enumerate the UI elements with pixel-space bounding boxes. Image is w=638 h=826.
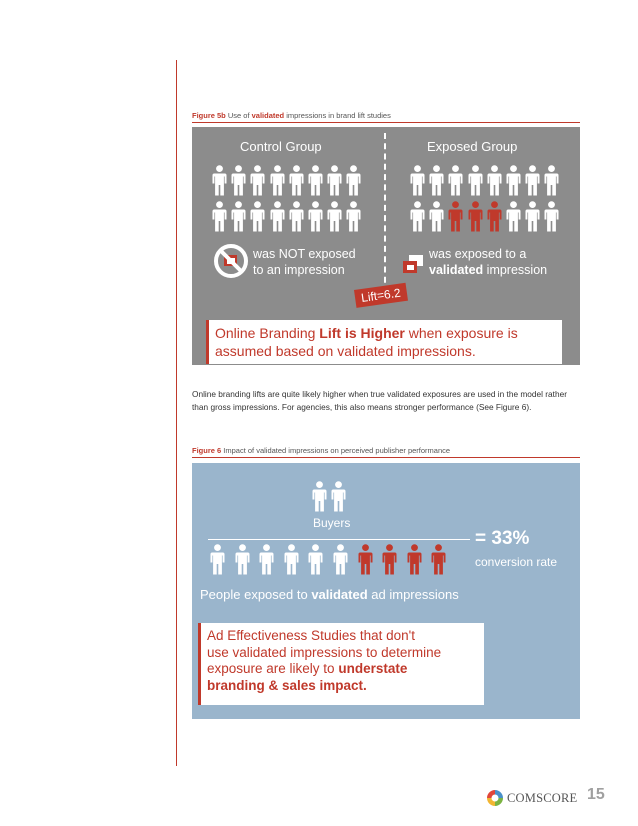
person-icon — [431, 544, 446, 575]
person-icon — [429, 165, 444, 196]
person-icon — [487, 201, 502, 232]
person-icon — [312, 481, 327, 512]
callout-bold: understate — [338, 661, 408, 676]
person-icon — [284, 544, 299, 575]
figure-5b-label: Figure 5b — [192, 111, 226, 120]
control-statement-line: to an impression — [253, 263, 345, 277]
caption-text: impressions in brand lift studies — [284, 111, 391, 120]
person-icon — [525, 201, 540, 232]
person-icon — [506, 165, 521, 196]
person-icon — [358, 544, 373, 575]
person-icon — [468, 165, 483, 196]
person-icon — [448, 201, 463, 232]
exposed-people-grid — [410, 165, 559, 232]
callout-bold: branding & sales impact. — [207, 677, 367, 693]
margin-rule — [176, 60, 177, 766]
comscore-logo-text: COMSCORE — [507, 790, 578, 805]
person-icon — [308, 165, 323, 196]
person-icon — [410, 165, 425, 196]
person-icon — [270, 201, 285, 232]
person-icon — [250, 165, 265, 196]
comscore-logo-icon — [486, 789, 504, 807]
figure-5b-panel — [192, 127, 580, 365]
exposed-statement-line: was exposed to a — [429, 247, 527, 261]
no-impression-icon — [213, 243, 249, 279]
conversion-label: conversion rate — [475, 555, 558, 569]
person-icon — [410, 201, 425, 232]
person-icon — [346, 165, 361, 196]
person-icon — [333, 544, 348, 575]
control-statement — [253, 246, 356, 278]
figure-6-label: Figure 6 — [192, 446, 222, 455]
person-icon — [212, 165, 227, 196]
person-icon — [382, 544, 397, 575]
caption-rule — [192, 457, 580, 458]
figure-6-caption — [192, 446, 450, 455]
people-exposed-text: People exposed to — [200, 587, 312, 602]
figure-6-callout — [198, 623, 484, 705]
callout-text: use validated impressions to determine — [207, 644, 442, 660]
people-exposed-label — [200, 587, 459, 602]
callout-text: Online Branding — [215, 325, 320, 341]
person-icon — [544, 165, 559, 196]
callout-text: assumed based on validated impressions. — [215, 343, 476, 359]
exposed-statement-bold: validated — [429, 263, 484, 277]
person-icon — [525, 165, 540, 196]
lift-tag: Lift=6.2 — [354, 283, 408, 308]
person-icon — [327, 165, 342, 196]
callout-text: Ad Effectiveness Studies that don't — [207, 628, 415, 643]
people-exposed-bold: validated — [311, 587, 368, 602]
caption-text: Impact of validated impressions on perceived publisher performance — [221, 446, 451, 455]
person-icon — [289, 201, 304, 232]
person-icon — [231, 201, 246, 232]
person-icon — [212, 201, 227, 232]
exposed-statement-line: impression — [483, 263, 548, 277]
impression-icon — [402, 254, 424, 274]
person-icon — [289, 165, 304, 196]
person-icon — [487, 165, 502, 196]
person-icon — [448, 165, 463, 196]
comscore-logo — [486, 789, 577, 807]
control-group-title: Control Group — [240, 139, 322, 154]
caption-highlight: validated — [251, 111, 285, 120]
person-icon — [259, 544, 274, 575]
person-icon — [544, 201, 559, 232]
exposed-statement — [429, 246, 547, 278]
buyers-grid — [312, 481, 346, 512]
control-people-grid — [212, 165, 361, 232]
person-icon — [506, 201, 521, 232]
callout-text: when exposure is — [404, 325, 518, 341]
person-icon — [308, 544, 323, 575]
figure-6-panel — [192, 463, 580, 719]
person-icon — [250, 201, 265, 232]
people-exposed-text: ad impressions — [367, 587, 459, 602]
person-icon — [429, 201, 444, 232]
person-icon — [308, 201, 323, 232]
figure-5b-callout — [206, 320, 562, 364]
figure-5b-caption — [192, 111, 391, 120]
callout-bold: Lift is Higher — [319, 325, 405, 341]
person-icon — [270, 165, 285, 196]
person-icon — [210, 544, 225, 575]
caption-text: Use of — [225, 111, 252, 120]
exposed-people-row — [210, 544, 446, 575]
person-icon — [235, 544, 250, 575]
person-icon — [346, 201, 361, 232]
exposed-group-title: Exposed Group — [427, 139, 518, 154]
person-icon — [331, 481, 346, 512]
buyers-label: Buyers — [313, 516, 351, 530]
page-number: 15 — [587, 786, 605, 803]
callout-text: exposure are likely to — [207, 661, 339, 676]
body-paragraph: Online branding lifts are quite likely higher when true validated exposures are used in the model rather than gross impressions. For agencies, this also means stronger performance (See Figure 6). — [192, 389, 567, 413]
person-icon — [231, 165, 246, 196]
person-icon — [327, 201, 342, 232]
person-icon — [407, 544, 422, 575]
person-icon — [468, 201, 483, 232]
buyers-rule — [208, 539, 470, 540]
caption-rule — [192, 122, 580, 123]
group-divider — [384, 133, 386, 293]
conversion-percent: = 33% — [475, 528, 530, 549]
control-statement-line: was NOT exposed — [253, 247, 356, 261]
